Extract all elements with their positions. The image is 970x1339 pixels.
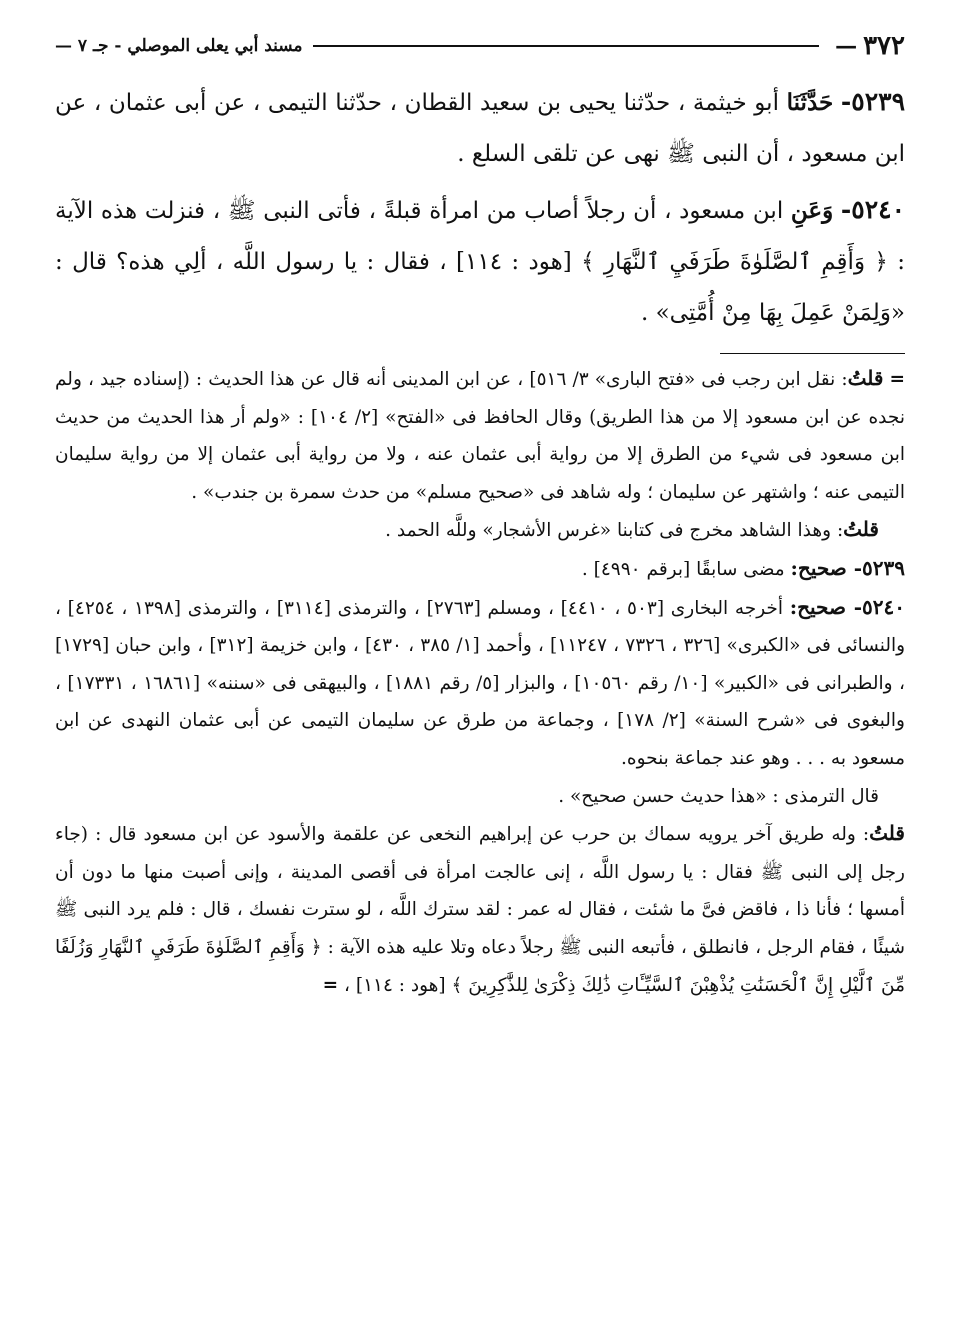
- continuation-marker: =: [322, 974, 339, 996]
- continuation-marker: =: [889, 369, 905, 390]
- header-dash: —: [835, 33, 858, 59]
- footnote-text: أخرجه البخارى [٥٠٣ ، ٤٤١٠] ، ومسلم [٢٧٦٣] ، والترمذى [٣١١٤] ، والترمذى [١٣٩٨ ، ٤٢٥٤] ، والنسائى فى «الكبرى» [٣٢٦ ، ٧٣٢٦ ، ١١٢٤٧] ، وأحمد [١/ ٣٨٥ ، ٤٣٠] ، وابن خزيمة [٣١٢] ، وابن حبان [١٧٢٩] ، والطبرانى فى «الكبير» [١٠/ رقم ١٠٥٦٠] ، والبزار [٥/ رقم ١٨٨١] ، والبيهقى فى «سننه» [١٦٨٦١ ، ١٧٣٣١] ، والبغوى فى «شرح السنة» [٢/ ١٧٨] ، وجماعة من طرق عن سليمان التيمى عن أبى عثمان النهدى عن ابن مسعود به . . . وهو عند جماعة بنحوه.: [55, 597, 906, 769]
- footnote-text: : وهذا الشاهد مخرج فى كتابنا «غرس الأشجار» وللَّه الحمد .: [385, 520, 844, 542]
- hadith-lead: حَدَّثَنَا: [786, 89, 834, 116]
- hadith-lead: وَعَنِ: [790, 197, 834, 224]
- footnote-qultu-2: [55, 511, 905, 550]
- page-number: ٣٧٢: [863, 31, 905, 61]
- grade-label: ٥٢٣٩- صحيح:: [790, 555, 905, 580]
- main-text: [55, 76, 905, 339]
- hadith-5240: [55, 184, 905, 339]
- footnote-5240: [55, 589, 905, 778]
- hadith-text: ابن مسعود ، أن رجلاً أصاب من امرأة قبلةً ، فأتى النبى ﷺ ، فنزلت هذه الآية : ﴿ وَأَقِمِ ٱلصَّلَوٰةَ طَرَفَيِ ٱلنَّهَارِ ﴾ [هود : ١١٤] ، فقال : يا رسول اللَّه ، ألِي هذه؟ قال : «وَلِمَنْ عَمِلَ بِهَا مِنْ أُمَّتِى» .: [55, 198, 905, 326]
- footnote-text: : نقل ابن رجب فى «فتح البارى» ٣/ ٥١٦] ، عن ابن المدينى أنه قال عن هذا الحديث : (إسناده جيد ، ولم نجده عن ابن مسعود إلا من هذا الطريق) وقال الحافظ فى «الفتح» [٢/ ١٠٤] : «ولم أر هذا الحديث من حديث ابن مسعود فى شيء من الطرق إلا من رواية أبى عثمان عنه ، ولا من رواية أبى عثمان إلا من رواية سليمان التيمى عنه ؛ واشتهر عن سليمان ؛ وله شاهد فى «صحيح مسلم» من حدث سمرة بن جندب» .: [55, 369, 905, 503]
- grade-label: ٥٢٤٠- صحيح:: [789, 594, 906, 619]
- footnote-qultu-3: [55, 815, 905, 1004]
- footnote-text: : وله طريق آخر يرويه سماك بن حرب عن إبراهيم النخعى عن علقمة والأسود عن ابن مسعود قال : (جاء رجل إلى النبى ﷺ فقال : يا رسول اللَّه ، إنى عالجت امرأة فى أقصى المدينة ، وإنى أصبت منها ما دون أن أمسها ؛ فأنا ذا ، فاقض فىَّ ما شئت ، فقال له عمر : لقد سترك اللَّه ، لو سترت نفسك ، قال : فلم يرد النبى ﷺ شيئًا ، فقام الرجل ، فانطلق ، فأتبعه النبى ﷺ رجلاً دعاه وتلا عليه هذه الآية : ﴿ وَأَقِمِ ٱلصَّلَوٰةَ طَرَفَيِ ٱلنَّهَارِ وَزُلَفًا مِّنَ ٱلَّيْلِ إِنَّ ٱلْحَسَنَٰتِ يُذْهِبْنَ ٱلسَّيِّـَٔاتِ ذَٰلِكَ ذِكْرَىٰ لِلذَّٰكِرِينَ ﴾ [هود : ١١٤] ،: [55, 824, 905, 996]
- footnote-text: مضى سابقًا [برقم ٤٩٩٠] .: [581, 558, 785, 580]
- hadith-5239: [55, 76, 905, 180]
- footnotes: [55, 360, 905, 1004]
- qultu-label: قلتُ: [843, 517, 879, 542]
- footnote-5239: [55, 550, 905, 589]
- hadith-number: ٥٢٤٠-: [840, 195, 906, 224]
- footnote-qultu-1: [55, 360, 905, 511]
- book-title: مسند أبي يعلى الموصلي - جـ ٧ —: [55, 36, 303, 56]
- page: [55, 28, 905, 1004]
- footnote-separator: [720, 353, 905, 354]
- hadith-text: أبو خيثمة ، حدّثنا يحيى بن سعيد القطان ، حدّثنا التيمى ، عن أبى عثمان ، عن ابن مسعود ، أن النبى ﷺ نهى عن تلقى السلع .: [55, 90, 905, 167]
- footnote-text: قال الترمذى : «هذا حديث حسن صحيح» .: [558, 785, 879, 807]
- qultu-label: قلتُ: [847, 366, 884, 390]
- hadith-number: ٥٢٣٩-: [840, 87, 905, 116]
- qultu-label: قلتُ: [869, 821, 905, 846]
- running-header: [55, 28, 905, 64]
- footnote-tirmidhi: [55, 778, 905, 816]
- header-rule: [313, 45, 820, 47]
